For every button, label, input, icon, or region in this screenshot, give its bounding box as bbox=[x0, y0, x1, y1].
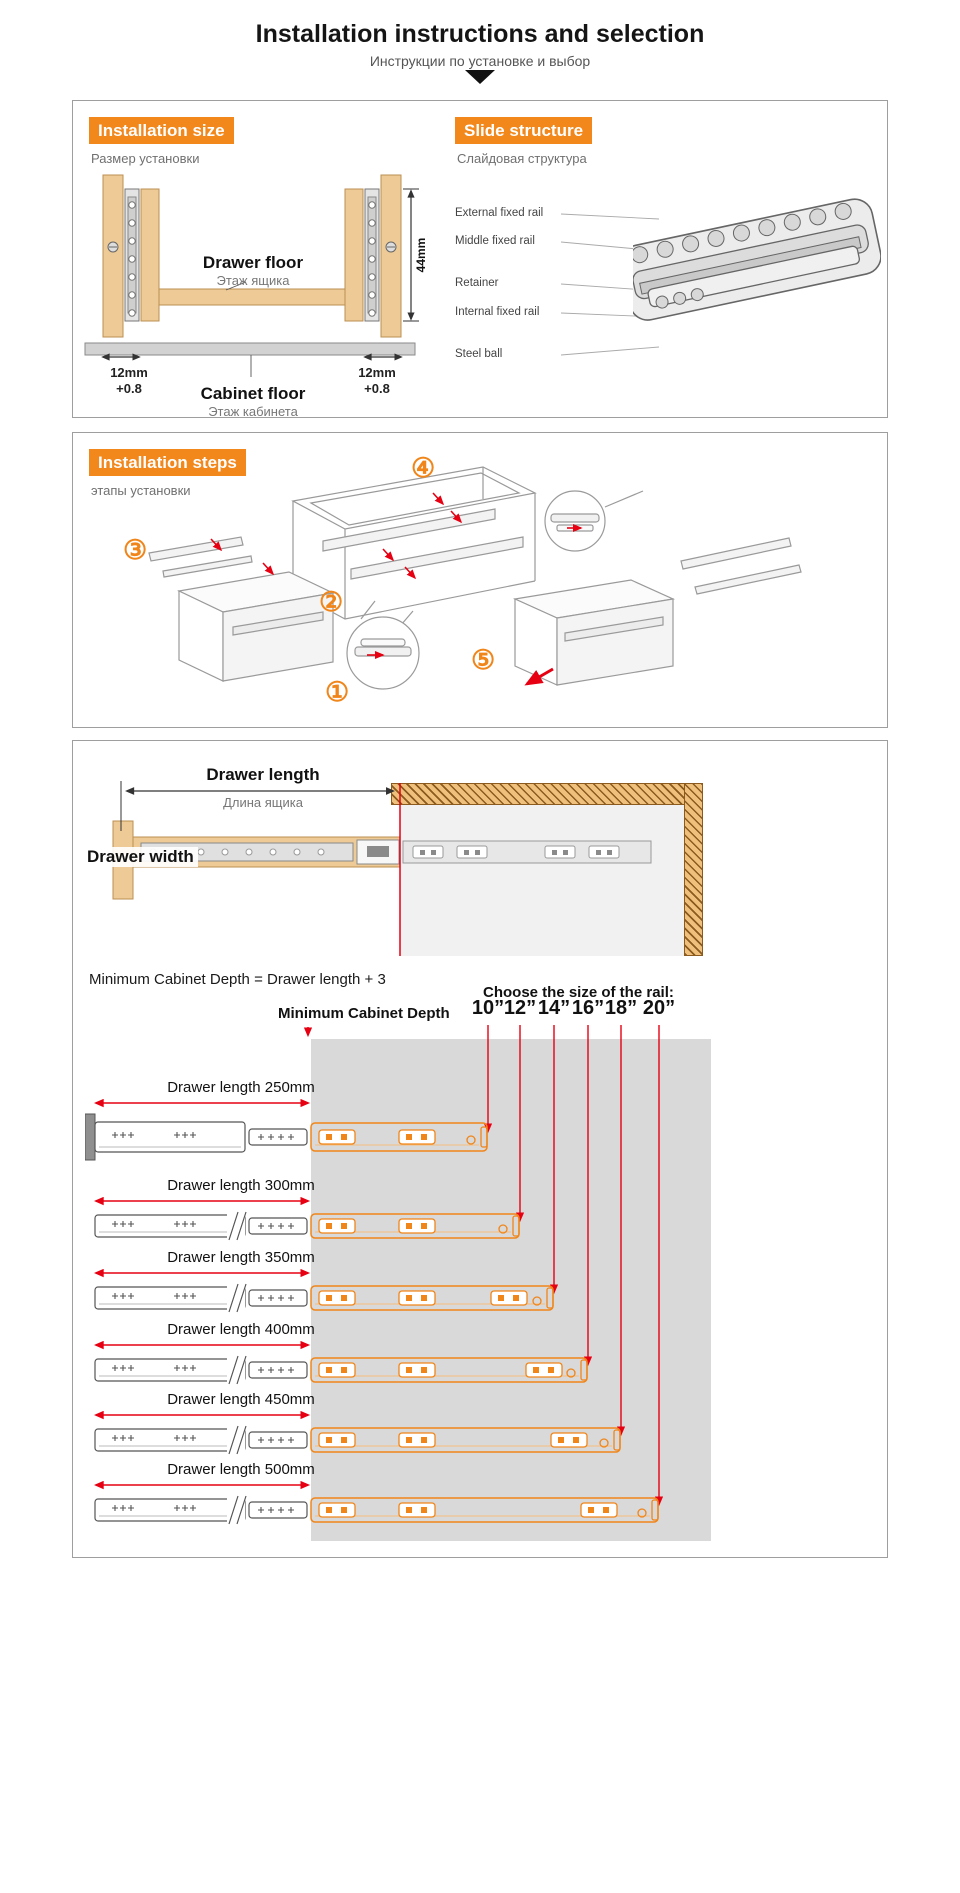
row-label-500: Drawer length 500mm bbox=[167, 1461, 315, 1478]
label-internal-fixed-rail: Internal fixed rail bbox=[455, 306, 540, 318]
drawer-width-label: Drawer width bbox=[83, 847, 198, 867]
installation-steps-badge-ru: этапы установки bbox=[91, 483, 191, 498]
panel-size-selection bbox=[72, 740, 888, 1558]
drawer-length-label: Drawer length bbox=[206, 765, 320, 784]
rail-size-10: 10” bbox=[471, 997, 505, 1019]
row-label-300: Drawer length 300mm bbox=[167, 1177, 315, 1194]
dim-44mm-label: 44mm bbox=[414, 237, 428, 273]
min-cabinet-depth-label: Minimum Cabinet Depth bbox=[278, 1005, 450, 1022]
drawer-floor-label: Drawer floor bbox=[202, 253, 304, 272]
rail-size-14: 14” bbox=[537, 997, 571, 1019]
drawer-slide-illustration-350 bbox=[85, 1281, 557, 1320]
cabinet-floor-label-ru: Этаж кабинета bbox=[208, 404, 298, 419]
step-1-number: ① bbox=[325, 677, 350, 707]
step-5-number: ⑤ bbox=[471, 645, 496, 675]
cabinet-floor-label: Cabinet floor bbox=[200, 384, 306, 403]
page-subtitle: Инструкции по установке и выбор bbox=[369, 53, 591, 69]
row-label-400: Drawer length 400mm bbox=[167, 1321, 315, 1338]
panel-installation-steps bbox=[72, 432, 888, 728]
dim-12mm-right: 12mm +0.8 bbox=[358, 365, 396, 397]
drawer-slide-illustration-450 bbox=[85, 1423, 624, 1462]
drawer-slide-illustration-300 bbox=[85, 1209, 523, 1248]
step-2-number: ② bbox=[319, 587, 344, 617]
rail-size-16: 16” bbox=[571, 997, 605, 1019]
label-steel-ball: Steel ball bbox=[455, 348, 503, 360]
drawer-length-label-ru: Длина ящика bbox=[223, 795, 303, 810]
installation-size-badge-ru: Размер установки bbox=[91, 151, 200, 166]
rail-size-20: 20” bbox=[642, 997, 676, 1019]
step-3-number: ③ bbox=[123, 535, 148, 565]
installation-size-badge: Installation size bbox=[89, 117, 234, 144]
row-label-450: Drawer length 450mm bbox=[167, 1391, 315, 1408]
rail-size-18: 18” bbox=[604, 997, 638, 1019]
slide-structure-badge-ru: Слайдовая структура bbox=[457, 151, 587, 166]
drawer-floor-label-ru: Этаж ящика bbox=[216, 273, 290, 288]
label-external-fixed-rail: External fixed rail bbox=[455, 207, 544, 219]
slide-structure-diagram bbox=[633, 161, 881, 413]
label-middle-fixed-rail: Middle fixed rail bbox=[455, 235, 535, 247]
drawer-slide-illustration-250 bbox=[85, 1113, 491, 1166]
label-retainer: Retainer bbox=[455, 277, 499, 289]
slide-structure-badge: Slide structure bbox=[455, 117, 592, 144]
step-4-number: ④ bbox=[411, 453, 436, 483]
rail-size-12: 12” bbox=[503, 997, 537, 1019]
installation-steps-badge: Installation steps bbox=[89, 449, 246, 476]
dim-12mm-left: 12mm +0.8 bbox=[110, 365, 148, 397]
row-label-350: Drawer length 350mm bbox=[167, 1249, 315, 1266]
down-triangle-icon bbox=[465, 70, 495, 84]
panel-installation-size-structure bbox=[72, 100, 888, 418]
choose-rail-size-label: Choose the size of the rail: bbox=[483, 984, 674, 1001]
drawer-slide-illustration-500 bbox=[85, 1493, 662, 1532]
row-label-250: Drawer length 250mm bbox=[167, 1079, 315, 1096]
min-depth-formula: Minimum Cabinet Depth = Drawer length + 3 bbox=[89, 971, 386, 988]
drawer-slide-illustration-400 bbox=[85, 1353, 591, 1392]
installation-steps-diagram bbox=[83, 441, 877, 725]
page-title: Installation instructions and selection bbox=[255, 20, 705, 48]
